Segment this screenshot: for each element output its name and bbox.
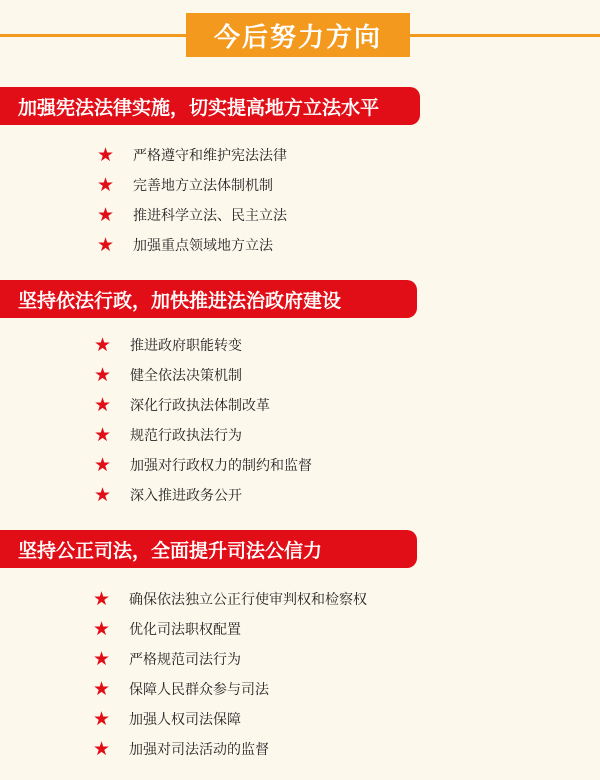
star-icon: ★ [97,233,115,256]
list-item-label: 优化司法职权配置 [129,622,241,638]
list-item [97,230,287,260]
list-item-label: 加强人权司法保障 [129,712,241,728]
section-heading-judiciary: 坚持公正司法，全面提升司法公信力 [0,530,417,568]
star-icon: ★ [97,173,115,196]
star-icon: ★ [94,363,112,386]
list-item [93,584,367,614]
section-heading-legislation: 加强宪法法律实施，切实提高地方立法水平 [0,87,420,125]
list-item-label: 深化行政执法体制改革 [130,398,270,414]
list-item [94,330,312,360]
star-icon: ★ [94,393,112,416]
list-item-label: 健全依法决策机制 [130,368,242,384]
section-list-legislation [97,140,287,260]
list-item-label: 推进政府职能转变 [130,338,242,354]
section-list-judiciary [93,584,367,764]
list-item-label: 深入推进政务公开 [130,488,242,504]
star-icon: ★ [93,617,111,640]
list-item-label: 规范行政执法行为 [130,428,242,444]
star-icon: ★ [94,483,112,506]
list-item-label: 严格规范司法行为 [129,652,241,668]
star-icon: ★ [93,647,111,670]
list-item [94,390,312,420]
list-item [93,704,367,734]
list-item [97,170,287,200]
star-icon: ★ [93,707,111,730]
star-icon: ★ [94,333,112,356]
list-item [93,674,367,704]
list-item-label: 保障人民群众参与司法 [129,682,269,698]
section-heading-administration: 坚持依法行政，加快推进法治政府建设 [0,280,417,318]
list-item [93,734,367,764]
list-item-label: 推进科学立法、民主立法 [133,208,287,224]
list-item [94,420,312,450]
list-item-label: 加强重点领域地方立法 [133,238,273,254]
list-item [94,480,312,510]
list-item-label: 完善地方立法体制机制 [133,178,273,194]
list-item-label: 确保依法独立公正行使审判权和检察权 [129,592,367,608]
star-icon: ★ [97,203,115,226]
list-item-label: 加强对司法活动的监督 [129,742,269,758]
list-item [93,614,367,644]
list-item [94,450,312,480]
star-icon: ★ [93,737,111,760]
page-title: 今后努力方向 [186,13,410,57]
star-icon: ★ [94,453,112,476]
star-icon: ★ [93,587,111,610]
star-icon: ★ [97,143,115,166]
list-item [97,140,287,170]
star-icon: ★ [94,423,112,446]
list-item [93,644,367,674]
list-item [97,200,287,230]
list-item-label: 加强对行政权力的制约和监督 [130,458,312,474]
list-item [94,360,312,390]
section-list-administration [94,330,312,510]
star-icon: ★ [93,677,111,700]
list-item-label: 严格遵守和维护宪法法律 [133,148,287,164]
